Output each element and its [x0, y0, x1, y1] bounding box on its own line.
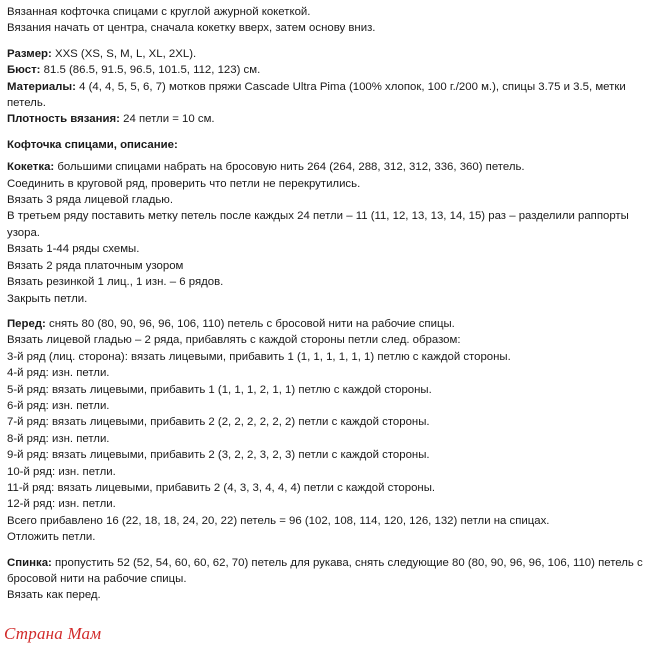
materials-value: 4 (4, 4, 5, 5, 6, 7) мотков пряжи Cascade Ultra Pima (100% хлопок, 100 г./200 м.), спицы 3.75 и 3.5, метки петель. [7, 80, 626, 110]
front-line: 4-й ряд: изн. петли. [7, 367, 110, 380]
front-line: 3-й ряд (лиц. сторона): вязать лицевыми, прибавить 1 (1, 1, 1, 1, 1, 1) петлю с каждой стороны. [7, 350, 511, 363]
bust-row [7, 62, 647, 78]
front-line: 6-й ряд: изн. петли. [7, 399, 110, 412]
front-line: Отложить петли. [7, 531, 96, 544]
spacer [7, 128, 647, 137]
yoke-line: Вязать 3 ряда лицевой гладью. [7, 194, 173, 207]
yoke-line: Соединить в круговой ряд, проверить что петли не перекрутились. [7, 177, 361, 190]
yoke-first-line: Кокетка: большими спицами набрать на бросовую нить 264 (264, 288, 312, 312, 336, 360) петель. [7, 161, 525, 174]
yoke-line: Вязать 2 ряда платочным узором [7, 259, 184, 272]
spacer [7, 37, 647, 46]
intro-line: Вязания начать от центра, сначала кокетку вверх, затем основу вниз. [7, 22, 376, 35]
yoke-line: Вязать 1-44 ряды схемы. [7, 243, 140, 256]
size-row [7, 46, 647, 62]
yoke-label: Кокетка: [7, 161, 55, 174]
front-line: 12-й ряд: изн. петли. [7, 498, 116, 511]
spacer [7, 307, 647, 316]
front-line: 7-й ряд: вязать лицевыми, прибавить 2 (2, 2, 2, 2, 2, 2) петли с каждой стороны. [7, 416, 430, 429]
gauge-value: 24 петли = 10 см. [119, 113, 215, 126]
yoke-line: Вязать резинкой 1 лиц., 1 изн. – 6 рядов. [7, 276, 224, 289]
front-line: 11-й ряд: вязать лицевыми, прибавить 2 (4, 3, 3, 4, 4, 4) петли с каждой стороны. [7, 481, 436, 494]
gauge-row [7, 111, 647, 127]
yoke-line: Закрыть петли. [7, 292, 88, 305]
spacer [7, 546, 647, 555]
back-first-line: Спинка: пропустить 52 (52, 54, 60, 60, 62, 70) петель для рукава, снять следующие 80 (80, 90, 96, 96, 106, 110) петель с бросовой нити на рабочие спицы. [7, 556, 643, 585]
front-line: 9-й ряд: вязать лицевыми, прибавить 2 (3, 2, 2, 3, 2, 3) петли с каждой стороны. [7, 449, 430, 462]
pattern-document [7, 4, 647, 604]
gauge-label: Плотность вязания: [7, 113, 120, 126]
materials-label: Материалы: [7, 80, 76, 93]
size-value: XXS (XS, S, M, L, XL, 2XL). [51, 47, 197, 60]
front-line: 10-й ряд: изн. петли. [7, 465, 116, 478]
materials-row [7, 79, 647, 112]
front-line: Всего прибавлено 16 (22, 18, 18, 24, 20, 22) петель = 96 (102, 108, 114, 120, 126, 132) петли на спицах. [7, 514, 550, 527]
front-label: Перед: [7, 317, 46, 330]
section-title: Кофточка спицами, описание: [7, 138, 178, 151]
back-line: Вязать как перед. [7, 589, 101, 602]
back-label: Спинка: [7, 556, 52, 569]
size-label: Размер: [7, 47, 52, 60]
front-first-line: Перед: снять 80 (80, 90, 96, 96, 106, 110) петель с бросовой нити на рабочие спицы. [7, 317, 455, 330]
front-line: 8-й ряд: изн. петли. [7, 432, 110, 445]
site-watermark: Страна Мам [4, 624, 102, 643]
intro-line: Вязанная кофточка спицами с круглой ажурной кокеткой. [7, 6, 311, 18]
bust-label: Бюст: [7, 64, 41, 77]
front-line: 5-й ряд: вязать лицевыми, прибавить 1 (1, 1, 1, 2, 1, 1) петлю с каждой стороны. [7, 383, 432, 396]
front-line: Вязать лицевой гладью – 2 ряда, прибавлять с каждой стороны петли след. образом: [7, 334, 461, 347]
bust-value: 81.5 (86.5, 91.5, 96.5, 101.5, 112, 123) см. [40, 64, 261, 77]
yoke-line: В третьем ряду поставить метку петель после каждых 24 петли – 11 (11, 12, 13, 13, 14, 15) раз – разделили раппорты узора. [7, 210, 629, 239]
